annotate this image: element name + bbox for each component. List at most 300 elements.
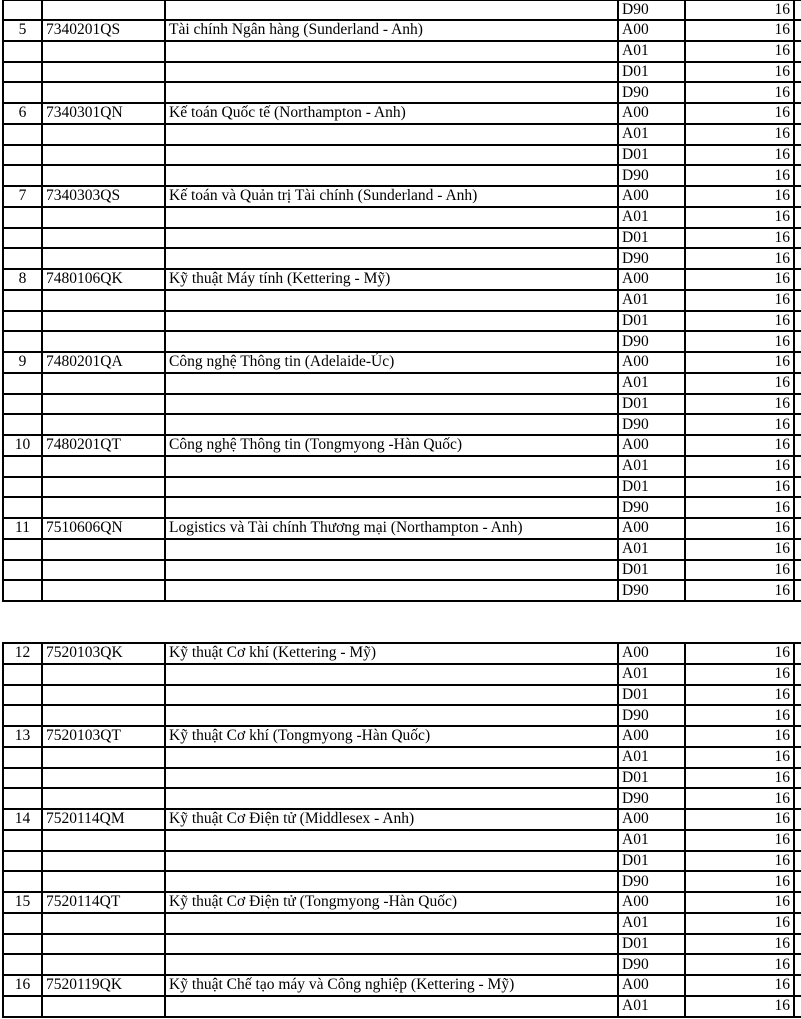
program-name-cell	[165, 954, 618, 975]
row-number-cell	[3, 331, 42, 352]
clipped-edge-cell	[794, 248, 801, 269]
quota-cell: 16	[685, 207, 794, 228]
quota-cell: 16	[685, 290, 794, 311]
program-name-cell	[165, 705, 618, 726]
table-row	[3, 705, 801, 726]
quota-cell: 16	[685, 352, 794, 373]
row-number-cell	[3, 290, 42, 311]
program-name-cell: Kỹ thuật Cơ Điện tử (Middlesex - Anh)	[165, 809, 618, 830]
table-row	[3, 892, 801, 913]
combo-code-cell: D01	[618, 685, 685, 706]
row-number-cell	[3, 82, 42, 103]
row-number-cell: 11	[3, 518, 42, 539]
program-name-cell	[165, 851, 618, 872]
program-name-cell	[165, 373, 618, 394]
clipped-edge-cell	[794, 186, 801, 207]
program-code-cell	[42, 913, 165, 934]
combo-code-cell: A00	[618, 103, 685, 124]
row-number-cell	[3, 228, 42, 249]
clipped-edge-cell	[794, 518, 801, 539]
combo-code-cell: D01	[618, 560, 685, 581]
clipped-edge-cell	[794, 477, 801, 498]
program-name-cell	[165, 290, 618, 311]
quota-cell: 16	[685, 934, 794, 955]
combo-code-cell: A00	[618, 20, 685, 41]
table-row	[3, 747, 801, 768]
program-code-cell: 7520119QK	[42, 975, 165, 996]
table-row	[3, 124, 801, 145]
quota-cell: 16	[685, 269, 794, 290]
program-code-cell: 7340301QN	[42, 103, 165, 124]
clipped-edge-cell	[794, 809, 801, 830]
clipped-edge-cell	[794, 20, 801, 41]
program-code-cell	[42, 248, 165, 269]
quota-cell: 16	[685, 248, 794, 269]
clipped-edge-cell	[794, 62, 801, 83]
table-row	[3, 103, 801, 124]
quota-cell: 16	[685, 145, 794, 166]
clipped-edge-cell	[794, 851, 801, 872]
program-name-cell	[165, 228, 618, 249]
program-name-cell: Kỹ thuật Cơ khí (Kettering - Mỹ)	[165, 643, 618, 664]
program-code-cell	[42, 145, 165, 166]
table-row	[3, 311, 801, 332]
clipped-edge-cell	[794, 228, 801, 249]
clipped-edge-cell	[794, 830, 801, 851]
table-row	[3, 664, 801, 685]
clipped-edge-cell	[794, 207, 801, 228]
program-code-cell	[42, 373, 165, 394]
combo-code-cell: A01	[618, 996, 685, 1017]
table-row	[3, 975, 801, 996]
table-row	[3, 435, 801, 456]
clipped-edge-cell	[794, 269, 801, 290]
row-number-cell	[3, 768, 42, 789]
combo-code-cell: D01	[618, 311, 685, 332]
table-row	[3, 830, 801, 851]
clipped-edge-cell	[794, 934, 801, 955]
program-code-cell	[42, 311, 165, 332]
quota-cell: 16	[685, 726, 794, 747]
table-row	[3, 394, 801, 415]
row-number-cell	[3, 248, 42, 269]
row-number-cell	[3, 0, 42, 20]
program-name-cell	[165, 414, 618, 435]
quota-cell: 16	[685, 954, 794, 975]
combo-code-cell: A00	[618, 352, 685, 373]
program-code-cell	[42, 788, 165, 809]
row-number-cell	[3, 477, 42, 498]
program-name-cell	[165, 331, 618, 352]
program-code-cell	[42, 539, 165, 560]
table-row	[3, 913, 801, 934]
table-row	[3, 851, 801, 872]
quota-cell: 16	[685, 165, 794, 186]
quota-cell: 16	[685, 768, 794, 789]
clipped-edge-cell	[794, 560, 801, 581]
table-row	[3, 518, 801, 539]
table-row	[3, 207, 801, 228]
row-number-cell	[3, 685, 42, 706]
program-name-cell: Kỹ thuật Cơ Điện tử (Tongmyong -Hàn Quốc)	[165, 892, 618, 913]
combo-code-cell: D90	[618, 331, 685, 352]
combo-code-cell: D90	[618, 954, 685, 975]
program-name-cell	[165, 41, 618, 62]
clipped-edge-cell	[794, 643, 801, 664]
row-number-cell: 7	[3, 186, 42, 207]
clipped-edge-cell	[794, 726, 801, 747]
program-code-cell	[42, 477, 165, 498]
program-name-cell: Logistics và Tài chính Thương mại (Northampton - Anh)	[165, 518, 618, 539]
quota-cell: 16	[685, 0, 794, 20]
table-row	[3, 62, 801, 83]
clipped-edge-cell	[794, 124, 801, 145]
combo-code-cell: D90	[618, 871, 685, 892]
clipped-edge-cell	[794, 373, 801, 394]
row-number-cell	[3, 934, 42, 955]
combo-code-cell: A01	[618, 539, 685, 560]
clipped-edge-cell	[794, 435, 801, 456]
program-code-cell	[42, 165, 165, 186]
program-code-cell: 7520114QM	[42, 809, 165, 830]
table-row	[3, 41, 801, 62]
program-name-cell	[165, 497, 618, 518]
program-name-cell	[165, 82, 618, 103]
program-name-cell	[165, 456, 618, 477]
program-code-cell	[42, 851, 165, 872]
combo-code-cell: A01	[618, 41, 685, 62]
clipped-edge-cell	[794, 788, 801, 809]
combo-code-cell: D01	[618, 768, 685, 789]
quota-cell: 16	[685, 373, 794, 394]
program-name-cell	[165, 207, 618, 228]
quota-cell: 16	[685, 103, 794, 124]
clipped-edge-cell	[794, 747, 801, 768]
combo-code-cell: D01	[618, 228, 685, 249]
quota-cell: 16	[685, 539, 794, 560]
program-name-cell: Công nghệ Thông tin (Adelaide-Úc)	[165, 352, 618, 373]
program-name-cell: Công nghệ Thông tin (Tongmyong -Hàn Quốc)	[165, 435, 618, 456]
clipped-edge-cell	[794, 82, 801, 103]
program-name-cell	[165, 477, 618, 498]
program-code-cell: 7520103QK	[42, 643, 165, 664]
program-code-cell	[42, 456, 165, 477]
row-number-cell	[3, 788, 42, 809]
quota-cell: 16	[685, 809, 794, 830]
row-number-cell: 14	[3, 809, 42, 830]
combo-code-cell: D90	[618, 414, 685, 435]
combo-code-cell: A01	[618, 290, 685, 311]
program-name-cell	[165, 685, 618, 706]
clipped-edge-cell	[794, 0, 801, 20]
quota-cell: 16	[685, 394, 794, 415]
program-code-cell	[42, 228, 165, 249]
combo-code-cell: D90	[618, 165, 685, 186]
quota-cell: 16	[685, 830, 794, 851]
quota-cell: 16	[685, 871, 794, 892]
clipped-edge-cell	[794, 871, 801, 892]
program-code-cell	[42, 747, 165, 768]
program-code-cell	[42, 124, 165, 145]
table-row	[3, 809, 801, 830]
combo-code-cell: A00	[618, 809, 685, 830]
combo-code-cell: D90	[618, 788, 685, 809]
program-name-cell: Kỹ thuật Cơ khí (Tongmyong -Hàn Quốc)	[165, 726, 618, 747]
combo-code-cell: D01	[618, 477, 685, 498]
table-row	[3, 871, 801, 892]
combo-code-cell: A01	[618, 456, 685, 477]
program-code-cell	[42, 414, 165, 435]
combo-code-cell: A00	[618, 643, 685, 664]
program-name-cell	[165, 664, 618, 685]
row-number-cell: 12	[3, 643, 42, 664]
row-number-cell	[3, 913, 42, 934]
row-number-cell	[3, 456, 42, 477]
clipped-edge-cell	[794, 705, 801, 726]
combo-code-cell: D01	[618, 62, 685, 83]
combo-code-cell: D90	[618, 82, 685, 103]
program-code-cell: 7340201QS	[42, 20, 165, 41]
table-row	[3, 248, 801, 269]
clipped-edge-cell	[794, 414, 801, 435]
program-name-cell	[165, 124, 618, 145]
quota-cell: 16	[685, 705, 794, 726]
clipped-edge-cell	[794, 539, 801, 560]
row-number-cell	[3, 207, 42, 228]
clipped-edge-cell	[794, 664, 801, 685]
table-row	[3, 290, 801, 311]
clipped-edge-cell	[794, 975, 801, 996]
quota-cell: 16	[685, 892, 794, 913]
program-name-cell	[165, 830, 618, 851]
row-number-cell	[3, 394, 42, 415]
quota-cell: 16	[685, 975, 794, 996]
quota-cell: 16	[685, 331, 794, 352]
program-name-cell	[165, 747, 618, 768]
table-row	[3, 934, 801, 955]
program-code-cell	[42, 580, 165, 601]
combo-code-cell: A00	[618, 726, 685, 747]
row-number-cell	[3, 539, 42, 560]
clipped-edge-cell	[794, 456, 801, 477]
table-row	[3, 352, 801, 373]
table-row	[3, 539, 801, 560]
quota-cell: 16	[685, 497, 794, 518]
row-number-cell	[3, 851, 42, 872]
quota-cell: 16	[685, 82, 794, 103]
row-number-cell	[3, 124, 42, 145]
table-row	[3, 726, 801, 747]
quota-cell: 16	[685, 456, 794, 477]
table-row	[3, 954, 801, 975]
program-name-cell	[165, 996, 618, 1017]
quota-cell: 16	[685, 311, 794, 332]
program-name-cell	[165, 913, 618, 934]
admissions-table-upper-body	[3, 0, 801, 601]
row-number-cell	[3, 497, 42, 518]
program-code-cell	[42, 996, 165, 1017]
quota-cell: 16	[685, 685, 794, 706]
clipped-edge-cell	[794, 394, 801, 415]
program-code-cell	[42, 290, 165, 311]
program-name-cell	[165, 311, 618, 332]
quota-cell: 16	[685, 560, 794, 581]
row-number-cell	[3, 311, 42, 332]
row-number-cell	[3, 954, 42, 975]
row-number-cell	[3, 705, 42, 726]
combo-code-cell: A00	[618, 892, 685, 913]
program-code-cell	[42, 62, 165, 83]
clipped-edge-cell	[794, 892, 801, 913]
row-number-cell	[3, 560, 42, 581]
table-row	[3, 373, 801, 394]
program-code-cell	[42, 705, 165, 726]
combo-code-cell: A00	[618, 975, 685, 996]
clipped-edge-cell	[794, 290, 801, 311]
table-row	[3, 580, 801, 601]
row-number-cell: 8	[3, 269, 42, 290]
program-name-cell: Kế toán và Quản trị Tài chính (Sunderland - Anh)	[165, 186, 618, 207]
row-number-cell: 6	[3, 103, 42, 124]
combo-code-cell: A01	[618, 664, 685, 685]
quota-cell: 16	[685, 20, 794, 41]
row-number-cell	[3, 373, 42, 394]
quota-cell: 16	[685, 124, 794, 145]
clipped-edge-cell	[794, 685, 801, 706]
row-number-cell	[3, 165, 42, 186]
program-code-cell	[42, 394, 165, 415]
clipped-edge-cell	[794, 996, 801, 1017]
admissions-table-lower	[2, 642, 801, 1018]
program-code-cell	[42, 954, 165, 975]
clipped-edge-cell	[794, 913, 801, 934]
clipped-edge-cell	[794, 954, 801, 975]
quota-cell: 16	[685, 747, 794, 768]
program-name-cell: Kế toán Quốc tế (Northampton - Anh)	[165, 103, 618, 124]
row-number-cell	[3, 664, 42, 685]
program-code-cell	[42, 685, 165, 706]
combo-code-cell: A00	[618, 518, 685, 539]
program-name-cell	[165, 934, 618, 955]
combo-code-cell: D90	[618, 0, 685, 20]
table-row	[3, 82, 801, 103]
program-code-cell	[42, 768, 165, 789]
program-code-cell	[42, 207, 165, 228]
combo-code-cell: A00	[618, 269, 685, 290]
row-number-cell: 15	[3, 892, 42, 913]
program-code-cell: 7520114QT	[42, 892, 165, 913]
program-name-cell	[165, 0, 618, 20]
program-code-cell: 7520103QT	[42, 726, 165, 747]
combo-code-cell: D01	[618, 145, 685, 166]
program-code-cell: 7510606QN	[42, 518, 165, 539]
table-row	[3, 269, 801, 290]
combo-code-cell: A01	[618, 124, 685, 145]
combo-code-cell: A01	[618, 830, 685, 851]
quota-cell: 16	[685, 414, 794, 435]
table-row	[3, 477, 801, 498]
row-number-cell	[3, 871, 42, 892]
combo-code-cell: D90	[618, 580, 685, 601]
clipped-edge-cell	[794, 580, 801, 601]
combo-code-cell: A01	[618, 207, 685, 228]
quota-cell: 16	[685, 580, 794, 601]
program-code-cell	[42, 664, 165, 685]
table-row	[3, 560, 801, 581]
table-row	[3, 768, 801, 789]
combo-code-cell: A00	[618, 186, 685, 207]
row-number-cell	[3, 145, 42, 166]
quota-cell: 16	[685, 643, 794, 664]
quota-cell: 16	[685, 913, 794, 934]
combo-code-cell: A01	[618, 913, 685, 934]
table-row	[3, 456, 801, 477]
table-row	[3, 643, 801, 664]
quota-cell: 16	[685, 996, 794, 1017]
program-code-cell: 7480106QK	[42, 269, 165, 290]
quota-cell: 16	[685, 435, 794, 456]
program-name-cell	[165, 145, 618, 166]
program-name-cell	[165, 539, 618, 560]
combo-code-cell: A00	[618, 435, 685, 456]
row-number-cell: 5	[3, 20, 42, 41]
program-code-cell	[42, 560, 165, 581]
row-number-cell: 10	[3, 435, 42, 456]
table-row	[3, 165, 801, 186]
quota-cell: 16	[685, 62, 794, 83]
program-name-cell	[165, 394, 618, 415]
program-name-cell	[165, 248, 618, 269]
table-row	[3, 0, 801, 20]
program-name-cell	[165, 871, 618, 892]
program-code-cell: 7480201QA	[42, 352, 165, 373]
program-name-cell	[165, 788, 618, 809]
table-row	[3, 186, 801, 207]
quota-cell: 16	[685, 664, 794, 685]
row-number-cell	[3, 62, 42, 83]
row-number-cell: 9	[3, 352, 42, 373]
combo-code-cell: D01	[618, 934, 685, 955]
row-number-cell	[3, 830, 42, 851]
clipped-edge-cell	[794, 145, 801, 166]
program-code-cell	[42, 331, 165, 352]
combo-code-cell: D90	[618, 705, 685, 726]
clipped-edge-cell	[794, 311, 801, 332]
admissions-table-upper	[2, 0, 801, 602]
program-name-cell	[165, 62, 618, 83]
clipped-edge-cell	[794, 352, 801, 373]
program-code-cell	[42, 497, 165, 518]
table-row	[3, 685, 801, 706]
clipped-edge-cell	[794, 165, 801, 186]
clipped-edge-cell	[794, 103, 801, 124]
program-code-cell	[42, 934, 165, 955]
program-code-cell	[42, 82, 165, 103]
combo-code-cell: D90	[618, 497, 685, 518]
table-row	[3, 788, 801, 809]
program-code-cell: 7340303QS	[42, 186, 165, 207]
program-name-cell	[165, 165, 618, 186]
program-code-cell: 7480201QT	[42, 435, 165, 456]
combo-code-cell: D01	[618, 394, 685, 415]
quota-cell: 16	[685, 518, 794, 539]
quota-cell: 16	[685, 851, 794, 872]
program-code-cell	[42, 871, 165, 892]
program-name-cell: Kỹ thuật Chế tạo máy và Công nghiệp (Kettering - Mỹ)	[165, 975, 618, 996]
program-name-cell	[165, 768, 618, 789]
combo-code-cell: D90	[618, 248, 685, 269]
quota-cell: 16	[685, 788, 794, 809]
